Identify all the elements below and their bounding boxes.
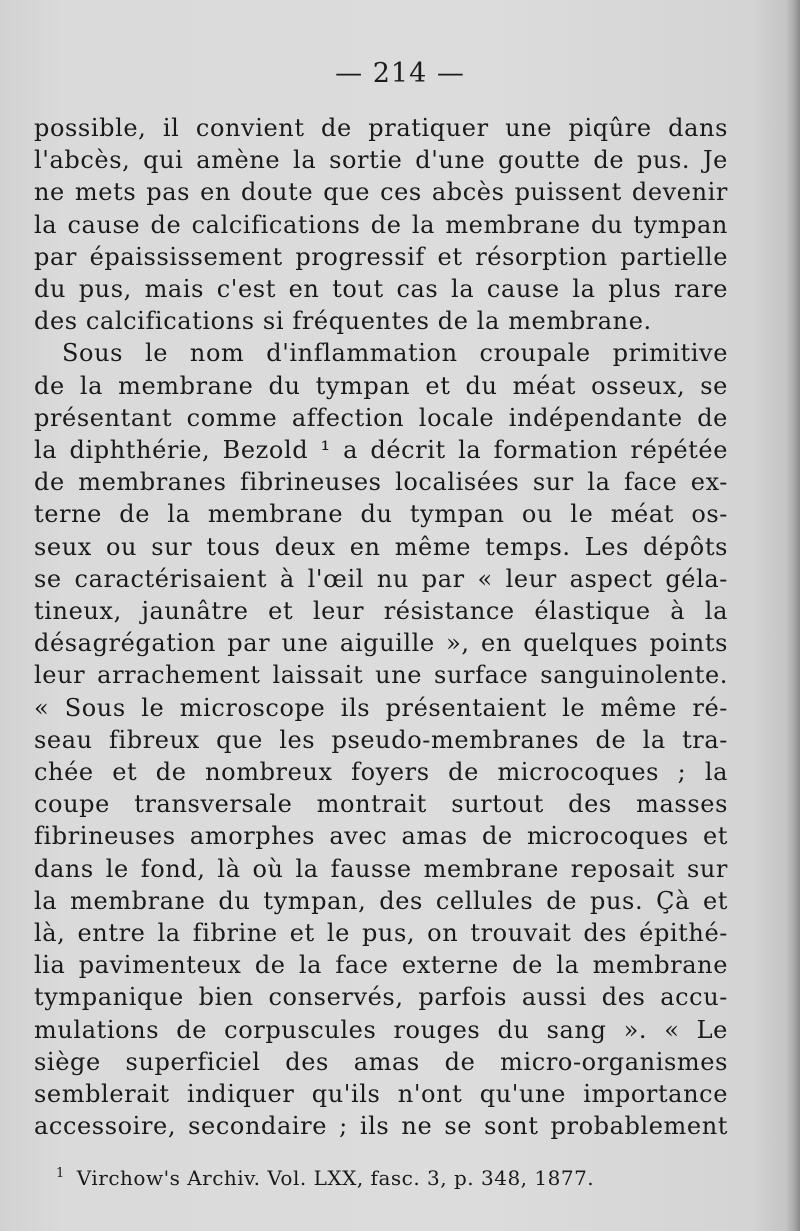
page-number: — 214 — xyxy=(335,58,465,89)
text-line: accessoire, secondaire ; ils ne se sont probablement xyxy=(34,1112,728,1141)
text-line: par épaississement progressif et résorption partielle xyxy=(34,242,728,271)
text-line: dans le fond, là où la fausse membrane reposait sur xyxy=(34,854,728,883)
text-line: la cause de calcifications de la membrane du tympan xyxy=(34,210,728,239)
text-line: désagrégation par une aiguille », en quelques points xyxy=(34,629,728,658)
text-line: là, entre la fibrine et le pus, on trouvait des épithé- xyxy=(34,919,728,948)
footnote-marker: 1 xyxy=(56,1166,65,1182)
text-line: tineux, jaunâtre et leur résistance élastique à la xyxy=(34,597,728,626)
text-line: coupe transversale montrait surtout des masses xyxy=(34,790,728,819)
text-line: terne de la membrane du tympan ou le méat os- xyxy=(34,500,728,529)
text-line: siège superficiel des amas de micro-organismes xyxy=(34,1047,728,1076)
text-line: seau fibreux que les pseudo-membranes de la tra- xyxy=(34,725,728,754)
text-line: « Sous le microscope ils présentaient le même ré- xyxy=(34,693,728,722)
text-line: chée et de nombreux foyers de microcoques ; la xyxy=(34,758,728,787)
text-line: semblerait indiquer qu'ils n'ont qu'une importance xyxy=(34,1080,728,1109)
page-edge-shadow xyxy=(786,0,800,1231)
text-line: mulations de corpuscules rouges du sang ». « Le xyxy=(34,1015,728,1044)
text-line: tympanique bien conservés, parfois aussi des accu- xyxy=(34,983,728,1012)
text-line: fibrineuses amorphes avec amas de microcoques et xyxy=(34,822,728,851)
text-line: la membrane du tympan, des cellules de pus. Çà et xyxy=(34,886,728,915)
body-text xyxy=(34,112,728,1143)
text-line: possible, il convient de pratiquer une piqûre dans xyxy=(34,114,728,142)
text-line: l'abcès, qui amène la sortie d'une goutte de pus. Je xyxy=(34,146,728,175)
text-line: leur arrachement laissait une surface sanguinolente. xyxy=(34,661,728,690)
text-line: de la membrane du tympan et du méat osseux, se xyxy=(34,371,728,400)
text-line: la diphthérie, Bezold ¹ a décrit la formation répétée xyxy=(34,436,728,465)
text-line: se caractérisaient à l'œil nu par « leur aspect géla- xyxy=(34,564,728,593)
footnote xyxy=(56,1166,756,1190)
text-line: de membranes fibrineuses localisées sur la face ex- xyxy=(34,468,728,497)
footnote-text: Virchow's Archiv. Vol. LXX, fasc. 3, p. 348, 1877. xyxy=(76,1166,595,1190)
text-line: des calcifications si fréquentes de la membrane. xyxy=(34,307,652,336)
text-line: ne mets pas en doute que ces abcès puissent devenir xyxy=(34,178,728,207)
text-line: présentant comme affection locale indépendante de xyxy=(34,403,728,432)
text-line: Sous le nom d'inflammation croupale primitive xyxy=(62,339,728,368)
text-line: seux ou sur tous deux en même temps. Les dépôts xyxy=(34,532,728,561)
text-line: lia pavimenteux de la face externe de la membrane xyxy=(34,951,728,980)
text-line: du pus, mais c'est en tout cas la cause la plus rare xyxy=(34,275,728,304)
